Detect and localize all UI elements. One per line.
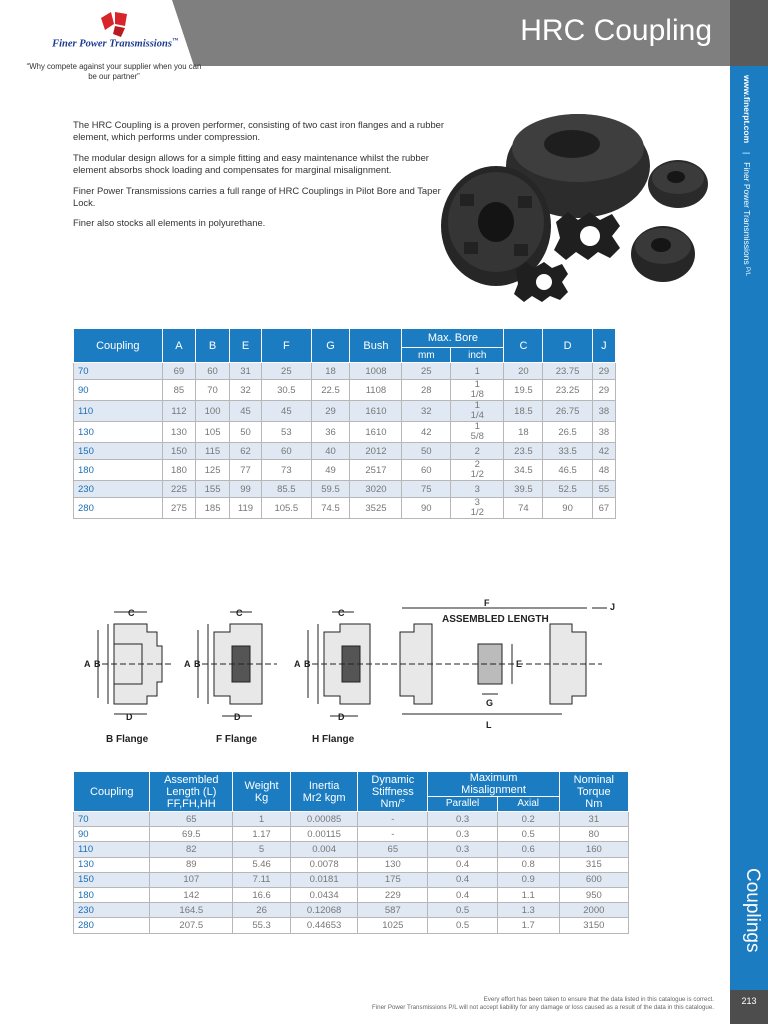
- table-cell: 150: [74, 443, 163, 460]
- table-cell: 229: [358, 887, 428, 902]
- table-cell: 20: [504, 363, 543, 380]
- table-row: [74, 857, 629, 872]
- column-header: Maximum Misalignment: [428, 772, 559, 797]
- table-cell: 46.5: [543, 460, 592, 481]
- table-cell: 55: [592, 481, 615, 498]
- table-cell: 42: [402, 422, 451, 443]
- drawing-label: L: [486, 720, 492, 730]
- table-cell: 3150: [559, 918, 628, 933]
- table-cell: 36: [311, 422, 350, 443]
- table-cell: 65: [150, 812, 233, 827]
- table-row: [74, 481, 616, 498]
- logo-text: Finer Power Transmissions™: [52, 38, 178, 50]
- table-cell: 34.5: [504, 460, 543, 481]
- table-cell: 90: [543, 498, 592, 519]
- intro-paragraph: The HRC Coupling is a proven performer, consisting of two cast iron flanges and a rubber element, which performs under compression.: [73, 119, 445, 143]
- table-cell: 32: [229, 380, 261, 401]
- table-cell: 5: [233, 842, 291, 857]
- table-cell: 1108: [350, 380, 402, 401]
- table-row: [74, 812, 629, 827]
- table-cell: 130: [74, 857, 150, 872]
- drawing-label: C: [338, 608, 345, 618]
- table-cell: 230: [74, 481, 163, 498]
- table-cell: 69: [162, 363, 196, 380]
- table-cell: 73: [262, 460, 311, 481]
- table-cell: 130: [162, 422, 196, 443]
- table-cell: 82: [150, 842, 233, 857]
- table-cell: 32: [402, 401, 451, 422]
- table-cell: -: [358, 827, 428, 842]
- table-cell: 19.5: [504, 380, 543, 401]
- table-cell: 1025: [358, 918, 428, 933]
- table-cell: 1 5/8: [451, 422, 504, 443]
- table-cell: 49: [311, 460, 350, 481]
- page-title: HRC Coupling: [520, 14, 712, 47]
- table-cell: 110: [74, 842, 150, 857]
- drawing-label: A: [184, 659, 191, 669]
- column-header: F: [262, 329, 311, 363]
- table-cell: -: [358, 812, 428, 827]
- drawing-label: B: [94, 659, 101, 669]
- table-cell: 315: [559, 857, 628, 872]
- table-row: [74, 827, 629, 842]
- table-row: [74, 872, 629, 887]
- table-cell: 70: [196, 380, 230, 401]
- table-cell: 130: [358, 857, 428, 872]
- table-row: [74, 903, 629, 918]
- table-cell: 100: [196, 401, 230, 422]
- table-cell: 2000: [559, 903, 628, 918]
- table-row: [74, 918, 629, 933]
- table-cell: 180: [74, 887, 150, 902]
- table-cell: 2517: [350, 460, 402, 481]
- drawing-caption: H Flange: [312, 734, 355, 745]
- table-cell: 125: [196, 460, 230, 481]
- table-cell: 22.5: [311, 380, 350, 401]
- table-cell: 52.5: [543, 481, 592, 498]
- table-cell: 164.5: [150, 903, 233, 918]
- table-cell: 0.8: [497, 857, 559, 872]
- table-cell: 90: [74, 380, 163, 401]
- intro-text: [73, 119, 453, 238]
- drawing-label: B: [304, 659, 311, 669]
- table-cell: 29: [311, 401, 350, 422]
- logo-mark-icon: [95, 10, 135, 38]
- column-header: Coupling: [74, 329, 163, 363]
- table-cell: 0.4: [428, 857, 497, 872]
- table-cell: 18.5: [504, 401, 543, 422]
- sidebar-website: [730, 75, 768, 295]
- footer-disclaimer: [260, 996, 714, 1011]
- table-cell: 112: [162, 401, 196, 422]
- table-cell: 90: [74, 827, 150, 842]
- table-row: [74, 498, 616, 519]
- table-cell: 0.3: [428, 842, 497, 857]
- table-cell: 107: [150, 872, 233, 887]
- table-cell: 0.5: [428, 903, 497, 918]
- column-header: G: [311, 329, 350, 363]
- table-cell: 1008: [350, 363, 402, 380]
- table-cell: 1610: [350, 422, 402, 443]
- table-cell: 587: [358, 903, 428, 918]
- table-cell: 77: [229, 460, 261, 481]
- column-header: Nominal Torque Nm: [559, 772, 628, 812]
- f-flange-drawing: [198, 612, 277, 716]
- table-cell: 0.0078: [291, 857, 358, 872]
- table-cell: 105: [196, 422, 230, 443]
- table-cell: 18: [504, 422, 543, 443]
- table-cell: 1 1/8: [451, 380, 504, 401]
- table-cell: 70: [74, 812, 150, 827]
- table-cell: 185: [196, 498, 230, 519]
- title-panel: [194, 0, 730, 66]
- table-cell: 1 1/4: [451, 401, 504, 422]
- table-cell: 23.25: [543, 380, 592, 401]
- table-cell: 69.5: [150, 827, 233, 842]
- table-cell: 2 1/2: [451, 460, 504, 481]
- table-cell: 16.6: [233, 887, 291, 902]
- table-cell: 115: [196, 443, 230, 460]
- table-cell: 3525: [350, 498, 402, 519]
- column-header: Assembled Length (L) FF,FH,HH: [150, 772, 233, 812]
- table-cell: 0.0181: [291, 872, 358, 887]
- table-cell: 31: [229, 363, 261, 380]
- table-cell: 50: [402, 443, 451, 460]
- table-row: [74, 460, 616, 481]
- table-cell: 29: [592, 380, 615, 401]
- table-cell: 1.3: [497, 903, 559, 918]
- drawing-label: C: [128, 608, 135, 618]
- column-header: A: [162, 329, 196, 363]
- table-cell: 60: [262, 443, 311, 460]
- table-cell: 130: [74, 422, 163, 443]
- table-cell: 600: [559, 872, 628, 887]
- column-subheader: Axial: [497, 797, 559, 812]
- table-cell: 85.5: [262, 481, 311, 498]
- table-cell: 142: [150, 887, 233, 902]
- table-cell: 23.5: [504, 443, 543, 460]
- table-cell: 1.17: [233, 827, 291, 842]
- drawing-label: D: [126, 712, 133, 722]
- table-cell: 175: [358, 872, 428, 887]
- table-cell: 48: [592, 460, 615, 481]
- dimension-table: [73, 328, 616, 519]
- company-logo: [40, 10, 190, 50]
- page-number: 213: [741, 996, 757, 1006]
- column-header: B: [196, 329, 230, 363]
- column-subheader: inch: [451, 348, 504, 363]
- intro-paragraph: Finer Power Transmissions carries a full range of HRC Couplings in Pilot Bore and Taper Lock.: [73, 184, 441, 209]
- table-cell: 55.3: [233, 918, 291, 933]
- table-cell: 0.5: [497, 827, 559, 842]
- table-row: [74, 401, 616, 422]
- drawing-label: D: [338, 712, 345, 722]
- table-cell: 62: [229, 443, 261, 460]
- column-header: D: [543, 329, 592, 363]
- column-header: Coupling: [74, 772, 150, 812]
- column-subheader: Parallel: [428, 797, 497, 812]
- table-row: [74, 443, 616, 460]
- table-cell: 0.004: [291, 842, 358, 857]
- column-subheader: mm: [402, 348, 451, 363]
- table-cell: 2: [451, 443, 504, 460]
- intro-paragraph: The modular design allows for a simple fitting and easy maintenance whilst the rubber element absorbs shock loading and compensates for marginal misalignment.: [73, 151, 429, 176]
- assembled-length-label: ASSEMBLED LENGTH: [442, 614, 549, 625]
- table-cell: 23.75: [543, 363, 592, 380]
- table-cell: 26.5: [543, 422, 592, 443]
- disclaimer-line: Finer Power Transmissions P/L will not accept liability for any damage or loss caused as a result of the data in this catalogue.: [372, 1003, 714, 1011]
- table-cell: 38: [592, 401, 615, 422]
- drawing-caption: F Flange: [216, 734, 258, 745]
- table-cell: 0.00085: [291, 812, 358, 827]
- product-photo: [438, 104, 720, 316]
- table-cell: 89: [150, 857, 233, 872]
- table-cell: 105.5: [262, 498, 311, 519]
- table-cell: 33.5: [543, 443, 592, 460]
- table-cell: 0.9: [497, 872, 559, 887]
- disclaimer-line: Every effort has been taken to ensure that the data listed in this catalogue is correct.: [483, 996, 714, 1003]
- table-cell: 39.5: [504, 481, 543, 498]
- performance-table: [73, 771, 629, 934]
- drawing-label: C: [236, 608, 243, 618]
- table-cell: 2012: [350, 443, 402, 460]
- table-row: [74, 842, 629, 857]
- h-flange-drawing: [308, 612, 380, 716]
- table-row: [74, 380, 616, 401]
- table-cell: 1: [233, 812, 291, 827]
- column-header: Max. Bore: [402, 329, 504, 348]
- table-cell: 0.3: [428, 812, 497, 827]
- table-cell: 74.5: [311, 498, 350, 519]
- column-header: E: [229, 329, 261, 363]
- drawing-label: A: [84, 659, 91, 669]
- header-corner: [730, 0, 768, 66]
- table-cell: 230: [74, 903, 150, 918]
- table-cell: 0.3: [428, 827, 497, 842]
- table-cell: 90: [402, 498, 451, 519]
- column-header: Bush: [350, 329, 402, 363]
- table-cell: 26.75: [543, 401, 592, 422]
- separator: |: [742, 151, 752, 154]
- table-cell: 110: [74, 401, 163, 422]
- column-header: Dynamic Stiffness Nm/°: [358, 772, 428, 812]
- drawing-label: F: [484, 598, 490, 608]
- table-cell: 950: [559, 887, 628, 902]
- table-cell: 1.7: [497, 918, 559, 933]
- table-cell: 180: [162, 460, 196, 481]
- table-cell: 0.5: [428, 918, 497, 933]
- table-cell: 1610: [350, 401, 402, 422]
- table-cell: 0.12068: [291, 903, 358, 918]
- table-cell: 99: [229, 481, 261, 498]
- table-cell: 3 1/2: [451, 498, 504, 519]
- company-suffix: P/L: [744, 267, 750, 277]
- table-cell: 7.11: [233, 872, 291, 887]
- drawing-label: E: [516, 659, 523, 669]
- table-cell: 0.44653: [291, 918, 358, 933]
- table-cell: 50: [229, 422, 261, 443]
- column-header: Inertia Mr2 kgm: [291, 772, 358, 812]
- website-url[interactable]: www.finerpt.com: [742, 75, 752, 144]
- table-cell: 155: [196, 481, 230, 498]
- table-cell: 0.00115: [291, 827, 358, 842]
- drawing-label: B: [194, 659, 201, 669]
- table-cell: 225: [162, 481, 196, 498]
- table-cell: 31: [559, 812, 628, 827]
- table-cell: 80: [559, 827, 628, 842]
- table-cell: 85: [162, 380, 196, 401]
- drawing-label: A: [294, 659, 301, 669]
- table-cell: 60: [196, 363, 230, 380]
- table-cell: 3: [451, 481, 504, 498]
- table-cell: 26: [233, 903, 291, 918]
- table-cell: 45: [229, 401, 261, 422]
- table-cell: 40: [311, 443, 350, 460]
- drawing-label: J: [610, 602, 616, 612]
- technical-drawings: [62, 594, 628, 750]
- table-cell: 0.4: [428, 887, 497, 902]
- table-cell: 53: [262, 422, 311, 443]
- table-cell: 30.5: [262, 380, 311, 401]
- b-flange-drawing: [98, 612, 172, 714]
- table-row: [74, 887, 629, 902]
- table-cell: 60: [402, 460, 451, 481]
- column-header: Weight Kg: [233, 772, 291, 812]
- intro-paragraph: Finer also stocks all elements in polyurethane.: [73, 217, 266, 229]
- table-cell: 3020: [350, 481, 402, 498]
- table-cell: 280: [74, 918, 150, 933]
- table-cell: 67: [592, 498, 615, 519]
- table-cell: 74: [504, 498, 543, 519]
- table-cell: 25: [402, 363, 451, 380]
- table-cell: 119: [229, 498, 261, 519]
- table-cell: 0.0434: [291, 887, 358, 902]
- table-cell: 59.5: [311, 481, 350, 498]
- table-cell: 180: [74, 460, 163, 481]
- table-cell: 150: [74, 872, 150, 887]
- table-cell: 28: [402, 380, 451, 401]
- table-cell: 0.2: [497, 812, 559, 827]
- table-cell: 0.6: [497, 842, 559, 857]
- tagline: “Why compete against your supplier when you can be our partner”: [26, 62, 202, 81]
- table-row: [74, 422, 616, 443]
- table-cell: 5.46: [233, 857, 291, 872]
- table-cell: 18: [311, 363, 350, 380]
- table-cell: 160: [559, 842, 628, 857]
- table-cell: 150: [162, 443, 196, 460]
- table-cell: 1: [451, 363, 504, 380]
- table-cell: 65: [358, 842, 428, 857]
- table-cell: 275: [162, 498, 196, 519]
- table-cell: 45: [262, 401, 311, 422]
- table-cell: 29: [592, 363, 615, 380]
- table-cell: 207.5: [150, 918, 233, 933]
- section-label: Couplings: [742, 868, 763, 953]
- table-row: [74, 363, 616, 380]
- table-cell: 1.1: [497, 887, 559, 902]
- drawing-label: D: [234, 712, 241, 722]
- table-cell: 75: [402, 481, 451, 498]
- column-header: J: [592, 329, 615, 363]
- column-header: C: [504, 329, 543, 363]
- table-cell: 0.4: [428, 872, 497, 887]
- table-cell: 280: [74, 498, 163, 519]
- drawing-caption: B Flange: [106, 734, 149, 745]
- company-name: Finer Power Transmissions: [742, 162, 752, 265]
- table-cell: 42: [592, 443, 615, 460]
- table-cell: 25: [262, 363, 311, 380]
- table-cell: 70: [74, 363, 163, 380]
- table-cell: 38: [592, 422, 615, 443]
- drawing-label: G: [486, 698, 494, 708]
